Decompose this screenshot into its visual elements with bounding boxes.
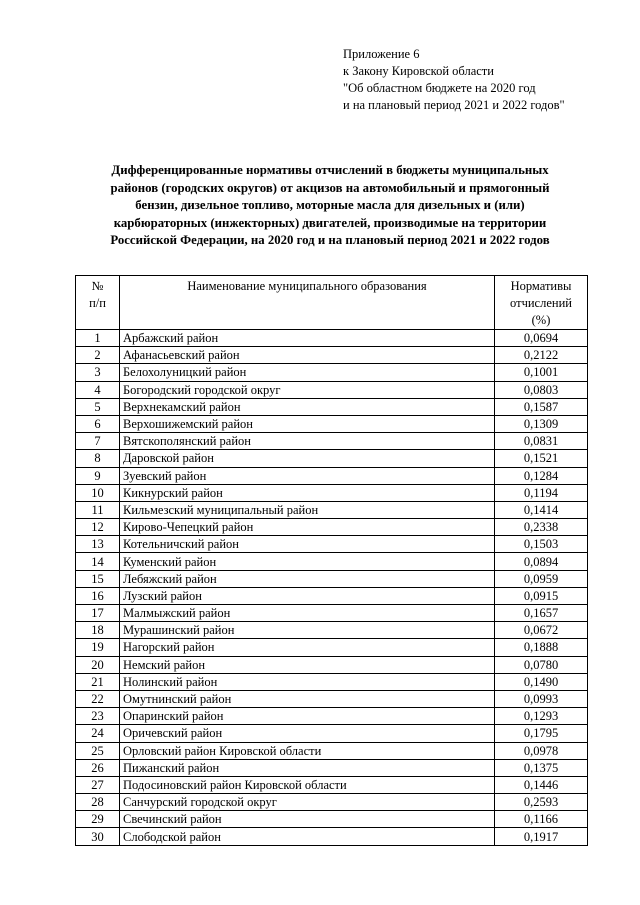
- title-line: карбюраторных (инжекторных) двигателей, производимые на территории: [113, 215, 547, 230]
- row-norm: 0,1521: [495, 450, 588, 467]
- row-name: Куменский район: [120, 553, 495, 570]
- row-name: Котельничский район: [120, 536, 495, 553]
- row-name: Немский район: [120, 656, 495, 673]
- table-row: [76, 673, 588, 690]
- row-number: 1: [76, 330, 120, 347]
- table-row: [76, 759, 588, 776]
- row-number: 21: [76, 673, 120, 690]
- header-norm: [495, 276, 588, 330]
- row-name: Афанасьевский район: [120, 347, 495, 364]
- row-name: Свечинский район: [120, 811, 495, 828]
- row-norm: 0,1503: [495, 536, 588, 553]
- table-row: [76, 776, 588, 793]
- row-number: 25: [76, 742, 120, 759]
- appendix-header: [343, 46, 565, 114]
- row-number: 15: [76, 570, 120, 587]
- row-name: Белохолуницкий район: [120, 364, 495, 381]
- row-norm: 0,0803: [495, 381, 588, 398]
- row-name: Кикнурский район: [120, 484, 495, 501]
- row-norm: 0,0694: [495, 330, 588, 347]
- row-norm: 0,1309: [495, 415, 588, 432]
- row-number: 12: [76, 519, 120, 536]
- table-row: [76, 536, 588, 553]
- header-number: [76, 276, 120, 330]
- row-name: Пижанский район: [120, 759, 495, 776]
- table-row: [76, 794, 588, 811]
- title-line: Российской Федерации, на 2020 год и на плановый период 2021 и 2022 годов: [110, 233, 550, 247]
- row-norm: 0,1414: [495, 501, 588, 518]
- table-row: [76, 467, 588, 484]
- row-number: 6: [76, 415, 120, 432]
- row-name: Мурашинский район: [120, 622, 495, 639]
- row-name: Слободской район: [120, 828, 495, 845]
- norms-table: [75, 275, 588, 846]
- row-name: Омутнинский район: [120, 690, 495, 707]
- row-number: 24: [76, 725, 120, 742]
- row-norm: 0,1293: [495, 708, 588, 725]
- table-row: [76, 501, 588, 518]
- row-number: 10: [76, 484, 120, 501]
- table-header-row: [76, 276, 588, 330]
- row-number: 5: [76, 398, 120, 415]
- row-number: 30: [76, 828, 120, 845]
- row-norm: 0,1657: [495, 605, 588, 622]
- row-name: Оричевский район: [120, 725, 495, 742]
- table-row: [76, 690, 588, 707]
- row-norm: 0,1490: [495, 673, 588, 690]
- table-row: [76, 742, 588, 759]
- table-row: [76, 622, 588, 639]
- row-name: Даровской район: [120, 450, 495, 467]
- row-name: Санчурский городской округ: [120, 794, 495, 811]
- table-row: [76, 330, 588, 347]
- row-number: 22: [76, 690, 120, 707]
- row-norm: 0,1194: [495, 484, 588, 501]
- row-name: Нолинский район: [120, 673, 495, 690]
- row-name: Нагорский район: [120, 639, 495, 656]
- table-row: [76, 381, 588, 398]
- row-name: Вятскополянский район: [120, 433, 495, 450]
- row-number: 18: [76, 622, 120, 639]
- row-norm: 0,2338: [495, 519, 588, 536]
- header-norm-line: (%): [531, 313, 551, 327]
- row-name: Подосиновский район Кировской области: [120, 776, 495, 793]
- appendix-line: "Об областном бюджете на 2020 год: [343, 81, 536, 95]
- row-norm: 0,1375: [495, 759, 588, 776]
- table-row: [76, 587, 588, 604]
- table-row: [76, 415, 588, 432]
- table-row: [76, 553, 588, 570]
- table-row: [76, 364, 588, 381]
- row-norm: 0,1587: [495, 398, 588, 415]
- row-number: 19: [76, 639, 120, 656]
- table-row: [76, 570, 588, 587]
- title-line: районов (городских округов) от акцизов на автомобильный и прямогонный: [110, 180, 550, 195]
- row-name: Кильмезский муниципальный район: [120, 501, 495, 518]
- row-name: Лебяжский район: [120, 570, 495, 587]
- title-line: Дифференцированные нормативы отчислений в бюджеты муниципальных: [111, 163, 549, 177]
- row-norm: 0,0672: [495, 622, 588, 639]
- table-row: [76, 725, 588, 742]
- row-number: 17: [76, 605, 120, 622]
- row-name: Малмыжский район: [120, 605, 495, 622]
- row-name: Арбажский район: [120, 330, 495, 347]
- table-row: [76, 347, 588, 364]
- row-norm: 0,2122: [495, 347, 588, 364]
- row-name: Зуевский район: [120, 467, 495, 484]
- table-row: [76, 639, 588, 656]
- header-name: Наименование муниципального образования: [120, 276, 495, 330]
- row-name: Орловский район Кировской области: [120, 742, 495, 759]
- table-row: [76, 605, 588, 622]
- table-row: [76, 828, 588, 845]
- row-number: 29: [76, 811, 120, 828]
- row-number: 8: [76, 450, 120, 467]
- row-number: 3: [76, 364, 120, 381]
- row-norm: 0,0831: [495, 433, 588, 450]
- header-number-line: №: [91, 279, 104, 293]
- row-norm: 0,0959: [495, 570, 588, 587]
- row-name: Верхошижемский район: [120, 415, 495, 432]
- row-norm: 0,2593: [495, 794, 588, 811]
- row-norm: 0,0780: [495, 656, 588, 673]
- table-row: [76, 450, 588, 467]
- row-norm: 0,0894: [495, 553, 588, 570]
- row-name: Опаринский район: [120, 708, 495, 725]
- row-norm: 0,1888: [495, 639, 588, 656]
- row-number: 11: [76, 501, 120, 518]
- row-norm: 0,1446: [495, 776, 588, 793]
- appendix-line: и на плановый период 2021 и 2022 годов": [343, 98, 565, 112]
- row-name: Лузский район: [120, 587, 495, 604]
- table-row: [76, 519, 588, 536]
- row-norm: 0,0993: [495, 690, 588, 707]
- row-number: 16: [76, 587, 120, 604]
- row-name: Кирово-Чепецкий район: [120, 519, 495, 536]
- table-row: [76, 811, 588, 828]
- row-number: 27: [76, 776, 120, 793]
- row-norm: 0,1284: [495, 467, 588, 484]
- row-number: 9: [76, 467, 120, 484]
- row-number: 7: [76, 433, 120, 450]
- row-number: 13: [76, 536, 120, 553]
- row-norm: 0,0915: [495, 587, 588, 604]
- row-number: 14: [76, 553, 120, 570]
- row-name: Богородский городской округ: [120, 381, 495, 398]
- table-row: [76, 484, 588, 501]
- table-row: [76, 433, 588, 450]
- table-row: [76, 708, 588, 725]
- header-norm-line: Нормативы: [510, 279, 572, 293]
- row-norm: 0,1917: [495, 828, 588, 845]
- header-number-line: п/п: [89, 296, 106, 310]
- title-line: бензин, дизельное топливо, моторные масла для дизельных и (или): [135, 198, 525, 212]
- row-norm: 0,1795: [495, 725, 588, 742]
- table-body: [76, 330, 588, 846]
- table-row: [76, 398, 588, 415]
- header-norm-line: отчислений: [510, 296, 572, 310]
- document-title: [80, 162, 580, 250]
- row-norm: 0,1001: [495, 364, 588, 381]
- row-number: 2: [76, 347, 120, 364]
- appendix-line: Приложение 6: [343, 47, 420, 61]
- row-number: 28: [76, 794, 120, 811]
- row-name: Верхнекамский район: [120, 398, 495, 415]
- row-number: 23: [76, 708, 120, 725]
- appendix-line: к Закону Кировской области: [343, 64, 494, 78]
- row-norm: 0,0978: [495, 742, 588, 759]
- row-number: 26: [76, 759, 120, 776]
- row-number: 20: [76, 656, 120, 673]
- row-number: 4: [76, 381, 120, 398]
- row-norm: 0,1166: [495, 811, 588, 828]
- table-row: [76, 656, 588, 673]
